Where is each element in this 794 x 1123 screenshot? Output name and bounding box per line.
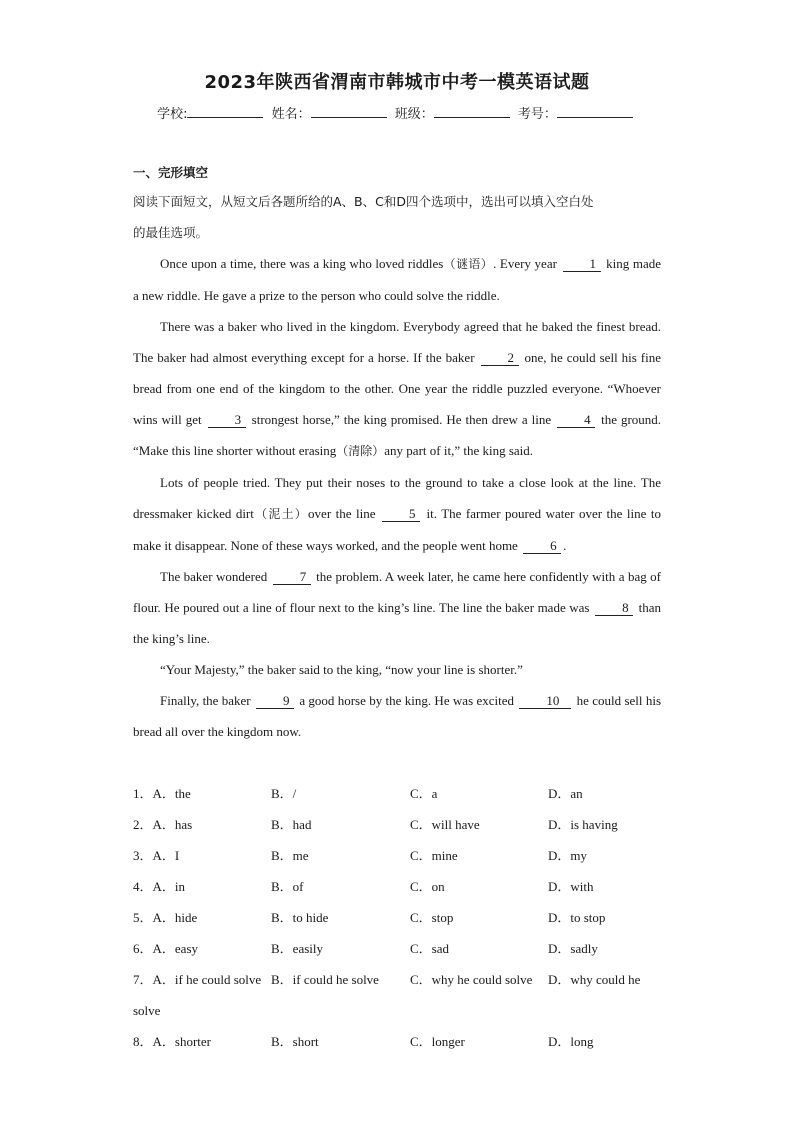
question-row (133, 933, 693, 964)
instruction-line: 的最佳选项。 (133, 225, 209, 240)
passage-text: king made a new riddle. He gave a prize to the person who could solve the riddle. (133, 256, 662, 303)
option-c[interactable]: C．will have (410, 817, 480, 832)
question-row (133, 964, 693, 1026)
passage-text: he could sell his bread all over the kingdom now. (133, 693, 662, 739)
passage-text: it. The farmer poured water over the line to make it disappear. None of these ways worked, and the people went home (133, 506, 661, 553)
option-b[interactable]: B．of (271, 879, 304, 894)
option-d[interactable]: D．is having (548, 817, 618, 832)
blank-2[interactable]: 2 (481, 351, 519, 366)
passage-text: over the line (308, 506, 376, 521)
option-c[interactable]: C．mine (410, 848, 458, 863)
option-a[interactable]: 4．A．in (133, 879, 186, 894)
option-d[interactable]: D．why could he (548, 972, 641, 987)
option-a[interactable]: 8．A．shorter (133, 1034, 212, 1049)
class-label: 班级： (394, 107, 434, 122)
passage-text: . Every year (493, 256, 557, 271)
passage-text: The baker wondered (160, 569, 268, 584)
option-d[interactable]: D．to stop (548, 910, 606, 925)
option-d[interactable]: D．my (548, 848, 588, 863)
option-b[interactable]: B．/ (271, 786, 297, 801)
passage-paragraph (133, 467, 661, 561)
passage-paragraph (133, 685, 661, 747)
option-c[interactable]: C．a (410, 786, 438, 801)
class-blank[interactable] (434, 105, 510, 118)
blank-9[interactable]: 9 (256, 694, 294, 709)
option-b[interactable]: B．to hide (271, 910, 329, 925)
option-b[interactable]: B．had (271, 817, 312, 832)
passage-text: Lots of people tried. They put their noses to the ground to take a close look at the line. The dressmaker kicked dirt (133, 475, 661, 521)
passage-text: . (563, 538, 567, 553)
passage-text: any part of it,” the king said. (384, 443, 534, 458)
id-blank[interactable] (557, 105, 633, 118)
passage-text: Finally, the baker (160, 693, 251, 708)
passage-text: one, he could sell his fine bread from one end of the kingdom to the other. One year the riddle puzzled everyone. “Whoever wins will get (133, 350, 662, 427)
passage-text: （泥土） (253, 507, 309, 521)
passage-text: a good horse by the king. He was excited (299, 693, 514, 708)
option-a[interactable]: 2．A．has (133, 817, 193, 832)
passage-text: There was a baker who lived in the kingdom. Everybody agreed that he baked the finest bread. The baker had almost everything except for a horse. If the baker (133, 319, 661, 365)
name-label: 姓名： (271, 107, 311, 122)
passage-text: the ground. “Make this line shorter without erasing (133, 412, 662, 458)
passage-paragraph (133, 561, 661, 654)
passage-paragraph (133, 654, 661, 685)
option-b[interactable]: B．easily (271, 941, 323, 956)
question-row (133, 871, 693, 902)
question-row (133, 840, 693, 871)
blank-7[interactable]: 7 (273, 570, 311, 585)
instructions (133, 186, 663, 248)
option-a[interactable]: 1．A．the (133, 786, 191, 801)
question-row (133, 809, 693, 840)
blank-1[interactable]: 1 (563, 257, 601, 272)
name-blank[interactable] (311, 105, 387, 118)
option-a[interactable]: 3．A．I (133, 848, 180, 863)
passage-text: “Your Majesty,” the baker said to the king, “now your line is shorter.” (160, 662, 523, 677)
school-blank[interactable] (187, 105, 263, 118)
id-label: 考号： (517, 107, 557, 122)
section-heading: 一、完形填空 (133, 165, 209, 180)
blank-5[interactable]: 5 (382, 507, 420, 522)
passage-paragraph (133, 248, 661, 311)
option-d[interactable]: D．an (548, 786, 583, 801)
blank-3[interactable]: 3 (208, 413, 246, 428)
passage-text: Once upon a time, there was a king who loved riddles (160, 256, 444, 271)
blank-8[interactable]: 8 (595, 601, 633, 616)
blank-4[interactable]: 4 (557, 413, 595, 428)
question-row (133, 1026, 693, 1057)
passage-text: the problem. A week later, he came here confidently with a bag of flour. He poured out a line of flour next to the king’s line. The line the baker made was (133, 569, 661, 615)
option-a[interactable]: 6．A．easy (133, 941, 199, 956)
page-title: 2023年陕西省渭南市韩城市中考一模英语试题 (204, 72, 590, 93)
option-b[interactable]: B．short (271, 1034, 319, 1049)
question-list (133, 778, 693, 1057)
school-label: 学校: (157, 107, 188, 122)
option-d[interactable]: D．long (548, 1034, 594, 1049)
passage (133, 248, 661, 747)
option-d[interactable]: D．with (548, 879, 594, 894)
option-c[interactable]: C．why he could solve (410, 972, 533, 987)
passage-text: （谜语） (443, 257, 494, 271)
passage-text: strongest horse,” the king promised. He then drew a line (251, 412, 552, 427)
student-info-line (0, 103, 794, 122)
passage-text: than the king’s line. (133, 600, 662, 646)
blank-10[interactable]: 10 (519, 694, 571, 709)
question-row (133, 902, 693, 933)
option-c[interactable]: C．on (410, 879, 445, 894)
instruction-line: 阅读下面短文，从短文后各题所给的A、B、C和D四个选项中，选出可以填入空白处 (133, 194, 594, 209)
question-row (133, 778, 693, 809)
option-c[interactable]: C．sad (410, 941, 450, 956)
option-c[interactable]: C．stop (410, 910, 454, 925)
passage-paragraph (133, 311, 661, 467)
option-wrap-text: solve (133, 1003, 161, 1018)
option-b[interactable]: B．me (271, 848, 309, 863)
option-d[interactable]: D．sadly (548, 941, 598, 956)
option-a[interactable]: 7．A．if he could solve (133, 972, 262, 987)
blank-6[interactable]: 6 (523, 539, 561, 554)
option-b[interactable]: B．if could he solve (271, 972, 379, 987)
option-c[interactable]: C．longer (410, 1034, 465, 1049)
passage-text: （清除） (336, 444, 385, 458)
option-a[interactable]: 5．A．hide (133, 910, 198, 925)
